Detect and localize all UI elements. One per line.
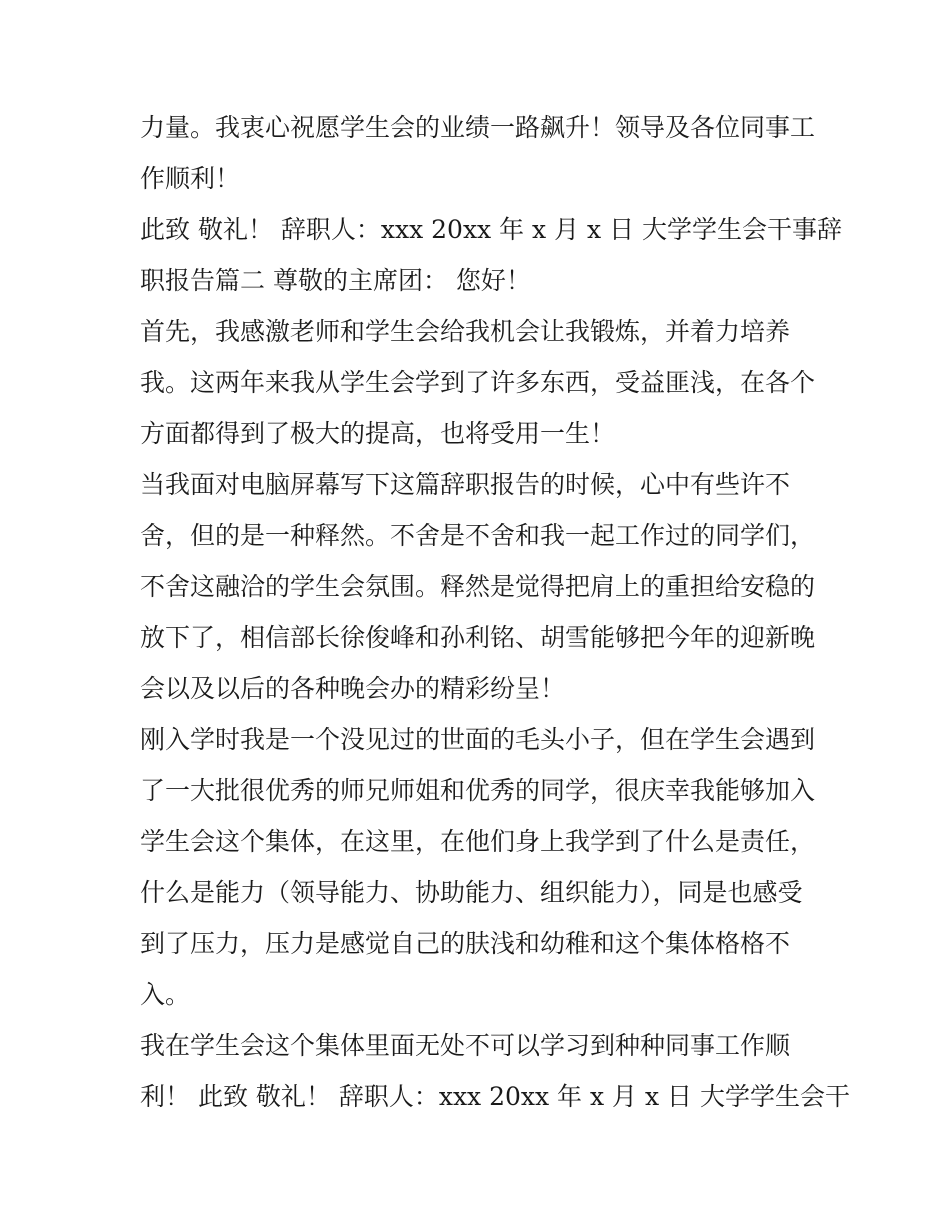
text-line: 力量。我衷心祝愿学生会的业绩一路飙升！领导及各位同事工 <box>140 113 816 142</box>
text-line: 入。 <box>140 980 191 1009</box>
text-line: 舍，但的是一种释然。不舍是不舍和我一起工作过的同学们， <box>140 521 816 550</box>
text-line: 当我面对电脑屏幕写下这篇辞职报告的时候，心中有些许不 <box>140 470 791 499</box>
text-line: 学生会这个集体，在这里，在他们身上我学到了什么是责任， <box>140 827 816 856</box>
text-line: 职报告篇二 尊敬的主席团： 您好！ <box>140 266 531 295</box>
text-line: 放下了，相信部长徐俊峰和孙利铭、胡雪能够把今年的迎新晚 <box>140 623 816 652</box>
text-line: 什么是能力（领导能力、协助能力、组织能力），同是也感受 <box>140 878 803 907</box>
text-line: 利！ 此致 敬礼！ 辞职人：xxx 20xx 年 x 月 x 日 大学学生会干 <box>140 1082 850 1111</box>
text-line: 首先，我感激老师和学生会给我机会让我锻炼，并着力培养 <box>140 317 791 346</box>
text-line: 到了压力，压力是感觉自己的肤浅和幼稚和这个集体格格不 <box>140 929 791 958</box>
text-line: 我在学生会这个集体里面无处不可以学习到种种同事工作顺 <box>140 1031 791 1060</box>
text-line: 了一大批很优秀的师兄师姐和优秀的同学，很庆幸我能够加入 <box>140 776 816 805</box>
text-line: 此致 敬礼！ 辞职人：xxx 20xx 年 x 月 x 日 大学学生会干事辞 <box>140 215 843 244</box>
text-line: 方面都得到了极大的提高，也将受用一生！ <box>140 419 616 448</box>
text-line: 不舍这融洽的学生会氛围。释然是觉得把肩上的重担给安稳的 <box>140 572 816 601</box>
text-line: 会以及以后的各种晚会办的精彩纷呈！ <box>140 674 566 703</box>
text-line: 我。这两年来我从学生会学到了许多东西，受益匪浅，在各个 <box>140 368 816 397</box>
text-line: 作顺利！ <box>140 164 241 193</box>
text-line: 刚入学时我是一个没见过的世面的毛头小子，但在学生会遇到 <box>140 725 816 754</box>
